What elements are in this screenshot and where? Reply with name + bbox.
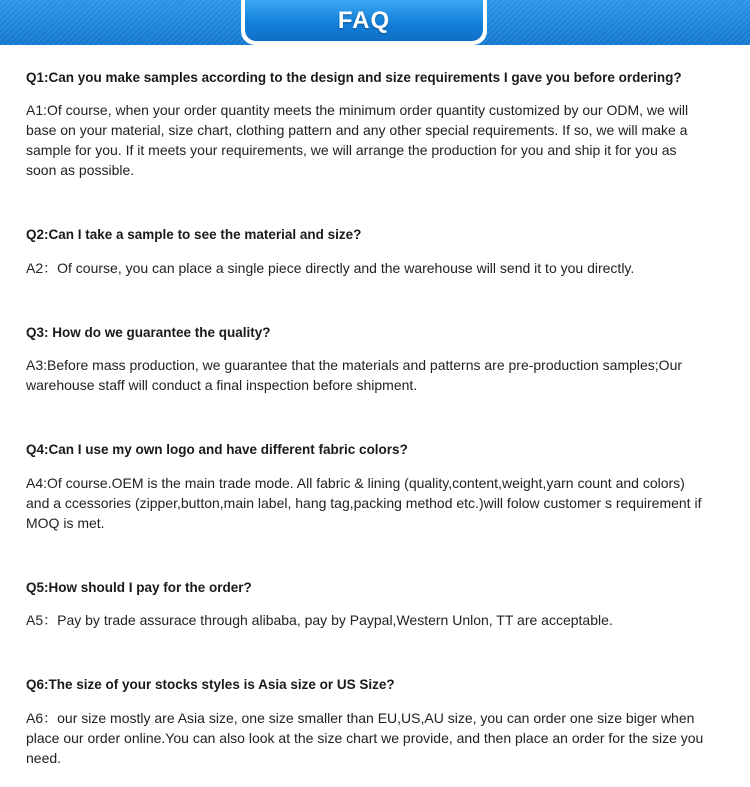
faq-question: Q5:How should I pay for the order? [26, 580, 252, 595]
faq-item-6 [26, 675, 726, 766]
faq-header-banner [0, 0, 750, 45]
faq-answer: A2：Of course, you can place a single piece directly and the warehouse will send it to you directly. [26, 260, 635, 276]
faq-title: FAQ [337, 6, 391, 34]
faq-question: Q1:Can you make samples according to the design and size requirements I gave you before ordering? [26, 70, 682, 85]
faq-question: Q6:The size of your stocks styles is Asia size or US Size? [26, 677, 395, 692]
faq-answer: A4:Of course.OEM is the main trade mode. All fabric & lining (quality,content,weight,yarn count and colors) and a ccessories (zipper,button,main label, hang tag,packing method etc.)will folow customer s requirement if MOQ is met. [26, 475, 702, 531]
faq-item-5 [26, 578, 726, 628]
faq-title-badge [241, 0, 487, 45]
faq-item-1 [26, 68, 726, 178]
faq-item-2 [26, 225, 726, 276]
faq-answer: A1:Of course, when your order quantity meets the minimum order quantity customized by our ODM, we will base on your material, size chart, clothing pattern and any other special requirements. If so, we will make a sample for you. If it meets your requirements, we will arrange the production for you and ship it for you as soon as possible. [26, 102, 689, 178]
faq-item-4 [26, 440, 726, 531]
faq-question: Q2:Can I take a sample to see the material and size? [26, 227, 362, 242]
faq-answer: A3:Before mass production, we guarantee that the materials and patterns are pre-production samples;Our warehouse staff will conduct a final inspection before shipment. [26, 357, 683, 393]
faq-answer: A6：our size mostly are Asia size, one size smaller than EU,US,AU size, you can order one size biger when place our order online.You can also look at the size chart we provide, and then place an order for the size you need. [26, 710, 704, 766]
faq-item-3 [26, 323, 726, 393]
faq-question: Q3: How do we guarantee the quality? [26, 325, 271, 340]
faq-answer: A5：Pay by trade assurace through alibaba, pay by Paypal,Western Unlon, TT are acceptable. [26, 612, 613, 628]
faq-question: Q4:Can I use my own logo and have different fabric colors? [26, 442, 408, 457]
faq-title-badge-inner [245, 0, 483, 41]
